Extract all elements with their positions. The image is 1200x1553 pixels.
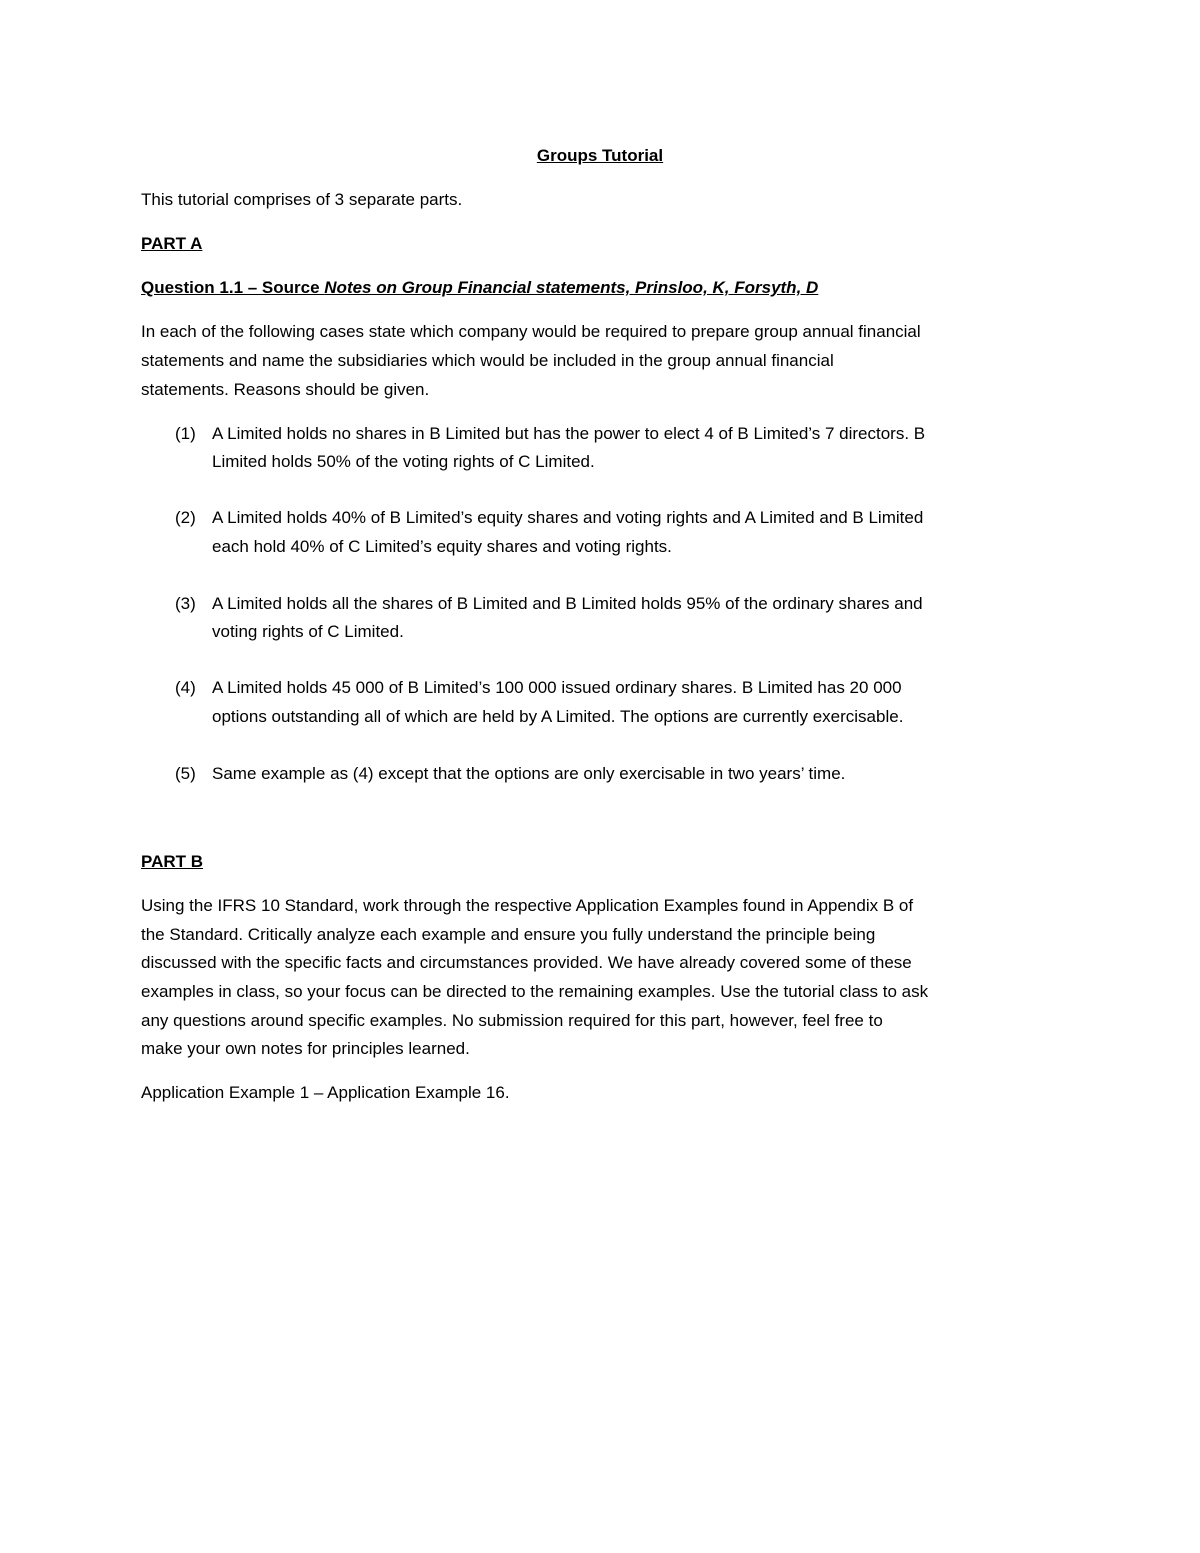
instructions-line: In each of the following cases state which company would be required to prepare group annual financial [141,322,921,341]
part-b-heading: PART B [141,852,204,871]
part-b-paragraph-line: any questions around specific examples. No submission required for this part, however, feel free to [141,1011,883,1030]
question-heading [141,277,818,299]
application-example-range: Application Example 1 – Application Example 16. [141,1083,510,1102]
part-b-paragraph-line: make your own notes for principles learned. [141,1039,470,1058]
list-item-number: (3) [175,594,196,613]
list-item-text: A Limited holds 45 000 of B Limited’s 100 000 issued ordinary shares. B Limited has 20 000 [212,678,902,697]
list-item-text: Limited holds 50% of the voting rights of C Limited. [212,452,595,471]
list-item-text: A Limited holds no shares in B Limited but has the power to elect 4 of B Limited’s 7 directors. B [212,424,926,443]
instructions-line: statements. Reasons should be given. [141,380,430,399]
part-b-paragraph-line: discussed with the specific facts and circumstances provided. We have already covered some of these [141,953,912,972]
list-item-text: A Limited holds 40% of B Limited’s equity shares and voting rights and A Limited and B Limited [212,508,924,527]
list-item-number: (1) [175,424,196,443]
instructions-line: statements and name the subsidiaries which would be included in the group annual financial [141,351,834,370]
intro-text: This tutorial comprises of 3 separate parts. [141,190,463,209]
list-item-number: (5) [175,764,196,783]
part-b-paragraph-line: examples in class, so your focus can be directed to the remaining examples. Use the tutorial class to ask [141,982,929,1001]
part-a-heading: PART A [141,234,203,253]
question-source: Notes on Group Financial statements, Prinsloo, K, Forsyth, D [324,278,819,297]
part-b-paragraph-line: the Standard. Critically analyze each example and ensure you fully understand the principle being [141,925,876,944]
list-item-text: each hold 40% of C Limited’s equity shares and voting rights. [212,537,672,556]
document-title: Groups Tutorial [536,146,664,165]
list-item-text: voting rights of C Limited. [212,622,404,641]
list-item-number: (4) [175,678,196,697]
question-label: Question 1.1 – Source [141,278,325,297]
list-item-text: options outstanding all of which are held by A Limited. The options are currently exercisable. [212,707,904,726]
list-item-number: (2) [175,508,196,527]
list-item-text: A Limited holds all the shares of B Limited and B Limited holds 95% of the ordinary shares and [212,594,923,613]
list-item-text: Same example as (4) except that the options are only exercisable in two years’ time. [212,764,846,783]
part-b-paragraph-line: Using the IFRS 10 Standard, work through the respective Application Examples found in Appendix B of [141,896,914,915]
